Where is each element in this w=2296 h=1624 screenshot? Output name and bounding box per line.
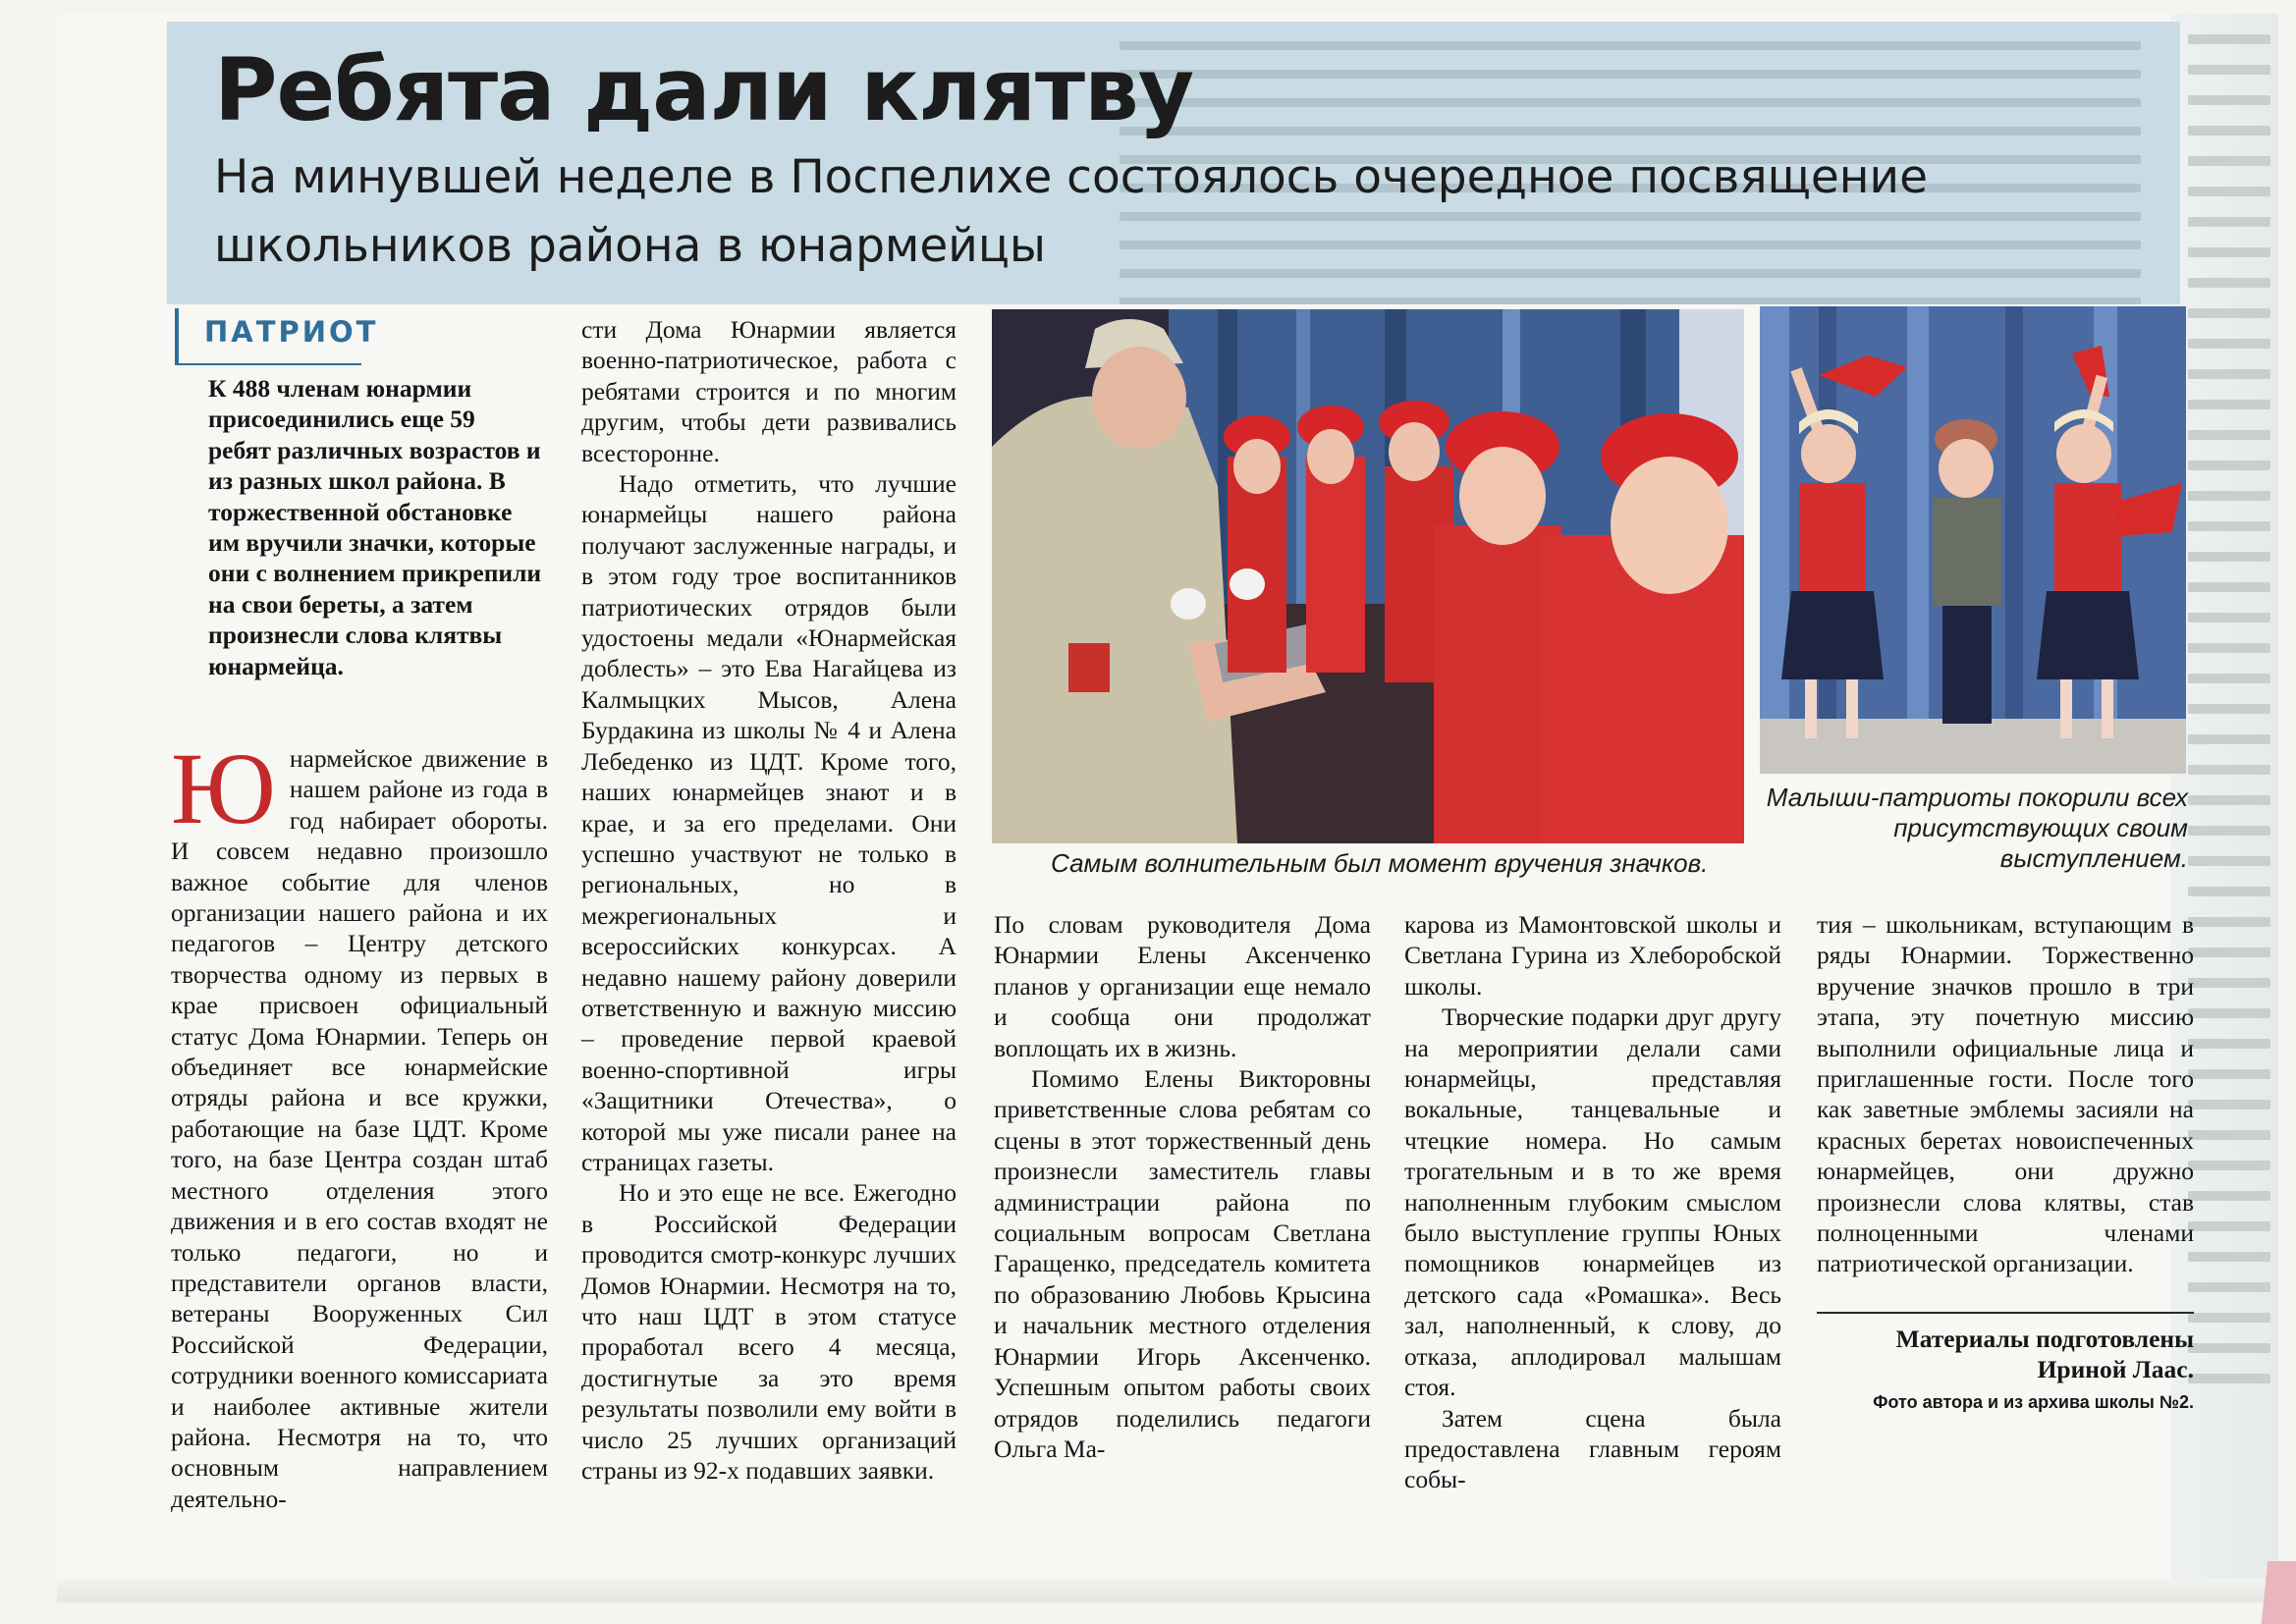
drop-cap: Ю [171, 732, 276, 845]
body-paragraph: Но и это еще не все. Ежегодно в Российской Федерации проводится смотр-конкурс лучших Домов Юнармии. Несмотря на то, что наш ЦДТ в этом статусе проработал всего 4 месяца, достигнутые за это время результаты позволили ему войти в число 25 лучших организаций страны из 92-х подавших заявки. [581, 1178, 957, 1486]
body-paragraph: карова из Мамонтовской школы и Светлана Гурина из Хлеборобской школы. [1404, 910, 1781, 1001]
lead-paragraph: К 488 членам юнармии присоединились еще 59 ребят различных возрастов и из разных школ района. В торжественной обстановке им вручили значки, которые они с волнением прикрепили на свои береты, а затем произнесли слова клятвы юнармейца. [208, 374, 542, 680]
text-column-1 [171, 732, 548, 1514]
text-column-5 [1817, 909, 2194, 1279]
rubric-label [175, 308, 378, 363]
credits-block [1817, 1324, 2194, 1414]
body-paragraph [171, 732, 548, 1514]
credits-divider [1817, 1312, 2194, 1314]
photo-kindergarten-performance [1760, 306, 2186, 774]
page-bottom-edge [57, 1579, 2278, 1602]
rubric-text: ПАТРИОТ [204, 315, 379, 349]
photo-kindergarten-performance-image [1760, 306, 2186, 774]
text-column-3 [994, 909, 1371, 1464]
body-paragraph: сти Дома Юнармии является военно-патриотическое, работа с ребятами строится и по многим другим, чтобы дети развивались всесторонне. [581, 315, 957, 467]
text-column-4 [1404, 909, 1781, 1495]
body-paragraph: тия – школьникам, вступающим в ряды Юнармии. Торжественно вручение значков прошло в три этапа, эту почетную миссию выполнили официальные лица и приглашенные гости. После того как заветные эмблемы засияли на красных беретах новоиспеченных юнармейцев, они дружно произнесли слова клятвы, став полноценными членами патриотической организации. [1817, 910, 2194, 1278]
rubric-underline [175, 363, 361, 365]
main-photo-caption: Самым волнительным был момент вручения значков. [1051, 848, 1709, 878]
photo-badge-ceremony [992, 309, 1744, 843]
page-corner-edge [2262, 1561, 2296, 1624]
body-paragraph: Творческие подарки друг другу на мероприятии делали сами юнармейцы, представляя вокальные, танцевальные и чтецкие номера. Но самым трогательным и в то же время наполненным глубоким смыслом было выступление группы Юных помощников юнармейцев из детского сада «Ромашка». Весь зал, наполненный, к слову, до отказа, аплодировал малышам стоя. [1404, 1002, 1781, 1402]
body-paragraph: Помимо Елены Викторовны приветственные слова ребятам со сцены в этот торжественный день произнесли заместитель главы администрации района по социальным вопросам Светлана Гаращенко, председатель комитета по образованию Любовь Крысина и начальник местного отделения Юнармии Игорь Аксенченко. Успешным опытом работы своих отрядов поделились педагоги Ольга Ма- [994, 1064, 1371, 1463]
text-column-2 [581, 314, 957, 1486]
body-text: нармейское движение в нашем районе из года в год набирает обороты. И совсем недавно произошло важное событие для членов организации нашего района и их педагогов – Центру детского творчества одному из первых в крае присвоен официальный статус Дома Юнармии. Теперь он объединяет все юнармейские отряды района и все кружки, работающие на базе ЦДТ. Кроме того, на базе Центра создан штаб местного отделения этого движения и в его состав входят не только педагоги, но и представители органов власти, ветераны Вооруженных Сил Российской Федерации, сотрудники военного комиссариата и наиболее активные жители района. Несмотря на то, что основным направлением деятельно- [171, 744, 548, 1513]
photo-badge-ceremony-image [992, 309, 1744, 843]
body-paragraph: Затем сцена была предоставлена главным героям собы- [1404, 1403, 1781, 1494]
body-paragraph: По словам руководителя Дома Юнармии Елены Аксенченко планов у организации еще немало и сообща они продолжат воплощать их в жизнь. [994, 910, 1371, 1062]
photo-credit: Фото автора и из архива школы №2. [1873, 1392, 2194, 1412]
side-photo-caption: Малыши-патриоты покорили всех присутствующих своим выступлением. [1766, 783, 2188, 873]
author-credit: Материалы подготовлены Ириной Лаас. [1895, 1325, 2194, 1383]
body-paragraph: Надо отметить, что лучшие юнармейцы нашего района получают заслуженные награды, и в этом году трое воспитанников патриотических отрядов были удостоены медали «Юнармейская доблесть» – это Ева Нагайцева из Калмыцких Мысов, Алена Бурдакина из школы № 4 и Алена Лебеденко из ЦДТ. Кроме того, наших юнармейцев знают и в крае, и за его пределами. Они успешно участвуют не только в региональных, но в межрегиональных и всероссийских конкурсах. А недавно нашему району доверили ответственную и важную миссию – проведение первой краевой военно-спортивной игры «Защитники Отечества», о которой мы уже писали ранее на страницах газеты. [581, 469, 957, 1176]
headline: Ребята дали клятву [214, 39, 1194, 140]
subheadline: На минувшей неделе в Поспелихе состоялось очередное посвящение школьников района в юнармейцы [214, 150, 1928, 273]
